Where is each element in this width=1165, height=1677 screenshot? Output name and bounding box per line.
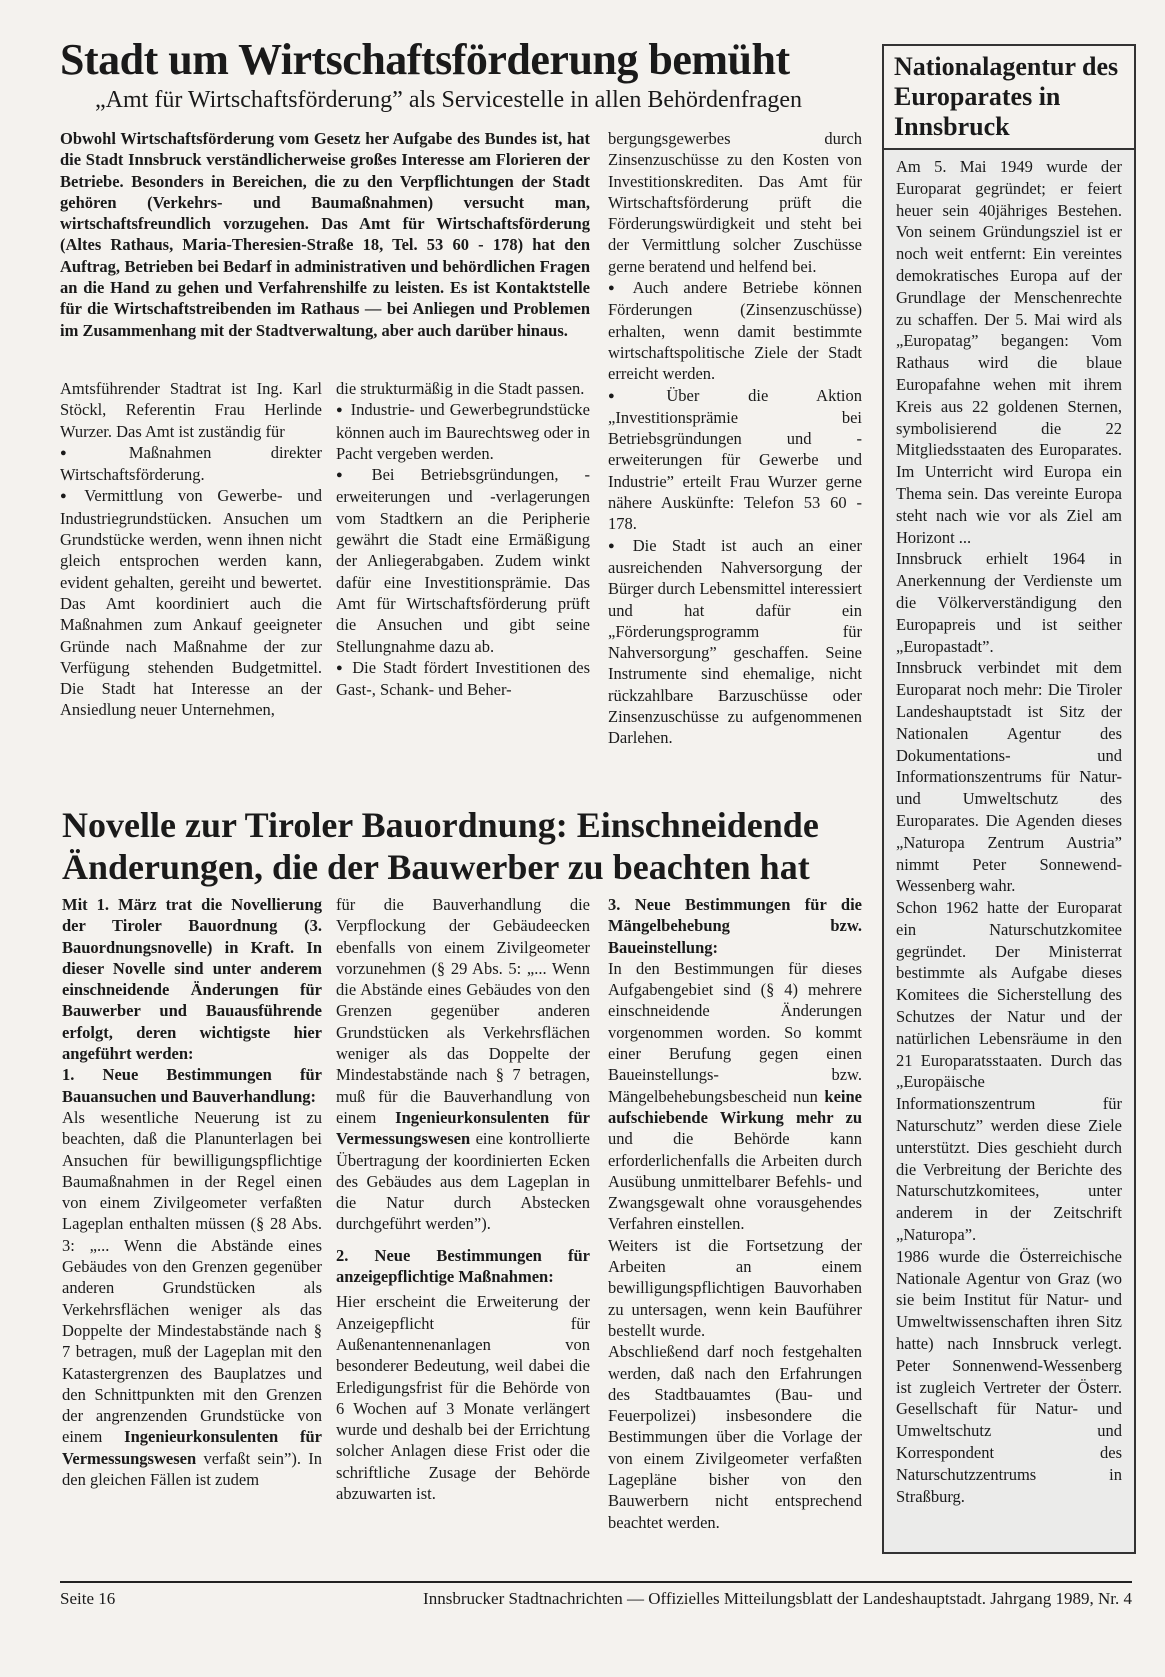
- paragraph: Hier erscheint die Erweiterung der Anzeigepflicht für Außenantennenanlagen von besonderer Bedeutung, weil dabei die Erledigungsfrist für die Behörde von 6 Wochen auf 3 Monate verlängert wurde und deshalb bei der Errichtung solcher Anlagen diese Frist oder die schriftliche Zusage der Behörde abzuwarten ist.: [336, 1292, 590, 1504]
- bullet-item: ● Industrie- und Gewerbegrundstücke können auch im Baurechtsweg oder in Pacht vergeben werden.: [336, 399, 590, 464]
- section-heading: 1. Neue Bestimmungen für Bauansuchen und Bauverhandlung:: [62, 1065, 322, 1106]
- paragraph: Amtsführender Stadtrat ist Ing. Karl Stöckl, Referentin Frau Herlinde Wurzer. Das Amt ist zuständig für: [60, 379, 322, 441]
- section-heading: 3. Neue Bestimmungen für die Mängelbehebung bzw. Baueinstellung:: [608, 895, 862, 957]
- article1-column-3: [608, 128, 862, 749]
- sidebar-paragraph: 1986 wurde die Österreichische Nationale Agentur von Graz (wo sie beim Institut für Natur- und Umweltwissenschaften ihren Sitz hatte) nach Innsbruck verlegt. Peter Sonnenwend-Wessenberg ist zugleich Vertreter der Österr. Gesellschaft für Natur- und Umweltschutz und Korrespondent des Naturschutzzentrums in Straßburg.: [896, 1246, 1122, 1506]
- article1-title: Stadt um Wirtschaftsförderung bemüht: [60, 35, 790, 84]
- paragraph: Abschließend darf noch festgehalten werden, daß nach den Erfahrungen des Stadtbauamtes (Bau- und Feuerpolizei) insbesondere die Bestimmungen über die Vorlage der von einem Zivilgeometer verfaßten Lagepläne bisher von den Bauwerbern nicht entsprechend beachtet werden.: [608, 1342, 862, 1532]
- article2-title-line-2: Änderungen, die der Bauwerber zu beachten hat: [62, 847, 810, 887]
- footer-rule: [60, 1581, 1132, 1583]
- bullet-item: ● Die Stadt ist auch an einer ausreichenden Nahversorgung der Bürger durch Lebensmittel interessiert und hat dafür ein „Förderungsprogramm für Nahversorgung” geschaffen. Seine Instrumente sind ehemalige, nicht rückzahlbare Barzuschüsse oder Zinsenzuschüsse zu aufgenommenen Darlehen.: [608, 535, 862, 749]
- bullet-item: ● Die Stadt fördert Investitionen des Gast-, Schank- und Beher-: [336, 657, 590, 701]
- article1-column-1: [60, 378, 322, 721]
- article2-column-2: [336, 894, 590, 1504]
- paragraph: bergungsgewerbes durch Zinsenzuschüsse zu den Kosten von Investitionskrediten. Das Amt für Wirtschaftsförderung prüft die Förderungswürdigkeit und steht bei der Vermittlung solcher Zuschüsse gerne beratend und helfend bei.: [608, 129, 862, 276]
- page-number: Seite 16: [60, 1589, 116, 1608]
- sidebar-body: [884, 148, 1134, 1517]
- section-heading: 2. Neue Bestimmungen für anzeigepflichtige Maßnahmen:: [336, 1245, 590, 1287]
- sidebar-title: Nationalagentur des Europarates in Innsbruck: [884, 46, 1134, 148]
- publication-line: Innsbrucker Stadtnachrichten — Offizielles Mitteilungsblatt der Landeshauptstadt. Jahrgang 1989, Nr. 4: [423, 1589, 1132, 1608]
- article2-column-3: [608, 894, 862, 1533]
- bullet-item: ● Maßnahmen direkter Wirtschaftsförderung.: [60, 442, 322, 486]
- paragraph: In den Bestimmungen für dieses Aufgabengebiet sind (§ 4) mehrere einschneidende Änderungen vorgenommen worden. So kommt einer Berufung gegen einen Baueinstellungs- bzw. Mängelbehebungsbescheid nun keine aufschiebende Wirkung mehr zu und die Behörde kann erforderlichenfalls die Arbeiten durch Ausübung unmittelbarer Befehls- und Zwangsgewalt ohne vorausgehendes Verfahren einstellen.: [608, 958, 863, 1234]
- paragraph: für die Bauverhandlung die Verpflockung der Gebäudeecken ebenfalls von einem Zivilgeometer vorzunehmen (§ 29 Abs. 5: „... Wenn die Abstände eines Gebäudes von den Grenzen gegenüber anderen Grundstücken als Verkehrsflächen weniger als das Doppelte der Mindestabstände nach § 7 betragen, muß für die Bauverhandlung von einem Ingenieurkonsulenten für Vermessungswesen eine kontrollierte Übertragung der koordinierten Ecken des Gebäudes aus dem Lageplan in die Natur durch Abstecken durchgeführt werden”).: [336, 895, 591, 1234]
- article1-subtitle: „Amt für Wirtschaftsförderung” als Servicestelle in allen Behördenfragen: [95, 87, 802, 113]
- article2-lead: Mit 1. März trat die Novellierung der Tiroler Bauordnung (3. Bauordnungsnovelle) in Kraft. In dieser Novelle sind unter anderem einschneidende Änderungen für Bauwerber und Bauausführende erfolgt, deren wichtigste hier angeführt werden:: [62, 895, 322, 1064]
- sidebar-paragraph: Am 5. Mai 1949 wurde der Europarat gegründet; er feiert heuer sein 40jähriges Bestehen. Von seinem Gründungsziel ist er noch weit entfernt: Ein vereintes demokratisches Europa auf der Grundlage der Menschenrechte zu schaffen. Der 5. Mai wird als „Europatag” begangen: Vom Rathaus wird die blaue Europafahne wehen mit ihrem Kreis aus 22 goldenen Sternen, symbolisierend die 22 Mitgliedsstaaten des Europarates. Im Unterricht wird Europa ein Thema sein. Das vereinte Europa steht nach wie vor als Ziel am Horizont ...: [896, 157, 1122, 547]
- bullet-item: ● Vermittlung von Gewerbe- und Industriegrundstücken. Ansuchen um Grundstücke werden, wenn ihnen nicht gleich entsprochen werden kann, evident gehalten, gereiht und bewertet. Das Amt koordiniert auch die Maßnahmen zum Ankauf geeigneter Gründe nach Maßnahme der zur Verfügung stehenden Budgetmittel. Die Stadt hat Interesse an der Ansiedlung neuer Unternehmen,: [60, 485, 322, 720]
- paragraph: die strukturmäßig in die Stadt passen.: [336, 379, 585, 398]
- article1-column-2: [336, 378, 590, 700]
- paragraph: Weiters ist die Fortsetzung der Arbeiten an einem bewilligungspflichtigen Bauvorhaben zu untersagen, wenn kein Bauführer bestellt wurde.: [608, 1235, 862, 1340]
- article2-title: [62, 804, 872, 888]
- article1-lead: Obwohl Wirtschaftsförderung vom Gesetz her Aufgabe des Bundes ist, hat die Stadt Innsbruck verständlicherweise großes Interesse am Florieren der Betriebe. Besonders in Bereichen, die zu den Verpflichtungen der Stadt gehören (Verkehrs- und Baumaßnahmen) versucht man, wirtschaftsfreundlich vorzugehen. Das Amt für Wirtschaftsförderung (Altes Rathaus, Maria-Theresien-Straße 18, Tel. 53 60 - 178) hat den Auftrag, Betrieben bei Bedarf in administrativen und behördlichen Fragen an die Hand zu gehen und Verfahrenshilfe zu leisten. Es ist Kontaktstelle für die Wirtschaftstreibenden im Rathaus — bei Anliegen und Problemen im Zusammenhang mit der Stadtverwaltung, aber auch darüber hinaus.: [60, 129, 590, 340]
- article2-column-1: [62, 894, 322, 1490]
- sidebar-paragraph: Innsbruck erhielt 1964 in Anerkennung der Verdienste um die Völkerverständigung den Europapreis und ist seither „Europastadt”.: [896, 549, 1122, 656]
- sidebar-paragraph: Schon 1962 hatte der Europarat ein Naturschutzkomitee gegründet. Der Ministerrat bestimmte als Aufgabe dieses Komitees die Sicherstellung des Schutzes der Natur und der natürlichen Lebensräume in den 21 Europaratsstaaten. Durch das „Europäische Informationszentrum für Naturschutz” werden diese Ziele unterstützt. Dies geschieht durch die Verbreitung der Berichte des Naturschutzkomitees, unter anderem in der Zeitschrift „Naturopa”.: [896, 898, 1122, 1245]
- bullet-item: ● Bei Betriebsgründungen, -erweiterungen und -verlagerungen vom Stadtkern an die Peripherie gewährt die Stadt eine Ermäßigung der Anliegerabgaben. Zudem winkt dafür eine Investitionsprämie. Das Amt für Wirtschaftsförderung prüft die Ansuchen und gibt seine Stellungnahme dazu ab.: [336, 464, 590, 657]
- article2-title-line-1: Novelle zur Tiroler Bauordnung: Einschneidende: [62, 805, 819, 845]
- sidebar-box: [882, 44, 1136, 1554]
- bullet-item: ● Über die Aktion „Investitionsprämie bei Betriebsgründungen und -erweiterungen für Gewerbe und Industrie” erteilt Frau Wurzer gerne nähere Auskünfte: Telefon 53 60 - 178.: [608, 385, 862, 535]
- sidebar-paragraph: Innsbruck verbindet mit dem Europarat noch mehr: Die Tiroler Landeshauptstadt ist Sitz der Nationalen Agentur des Dokumentations- und Informationszentrums für Natur- und Umweltschutz des Europarates. Die Agenden dieses „Naturopa Zentrum Austria” nimmt Peter Sonnewend-Wessenberg wahr.: [896, 658, 1122, 896]
- paragraph: Als wesentliche Neuerung ist zu beachten, daß die Planunterlagen bei Ansuchen für bewilligungspflichtige Baumaßnahmen in der Regel einen von einem Zivilgeometer verfaßten Lageplan enthalten müssen (§ 28 Abs. 3: „... Wenn die Abstände eines Gebäudes von den Grenzen gegenüber anderen Grundstücken als Verkehrsflächen weniger als das Doppelte der Mindestabstände nach § 7 betragen, muß der Lageplan mit den Katastergrenzen des Bauplatzes und den Schnittpunkten mit den Grenzen der angrenzenden Grundstücke von einem Ingenieurkonsulenten für Vermessungswesen verfaßt sein”). In den gleichen Fällen ist zudem: [62, 1107, 323, 1490]
- bullet-item: ● Auch andere Betriebe können Förderungen (Zinsenzuschüsse) erhalten, wenn damit bestimmte wirtschaftspolitische Ziele der Stadt erreicht werden.: [608, 277, 862, 384]
